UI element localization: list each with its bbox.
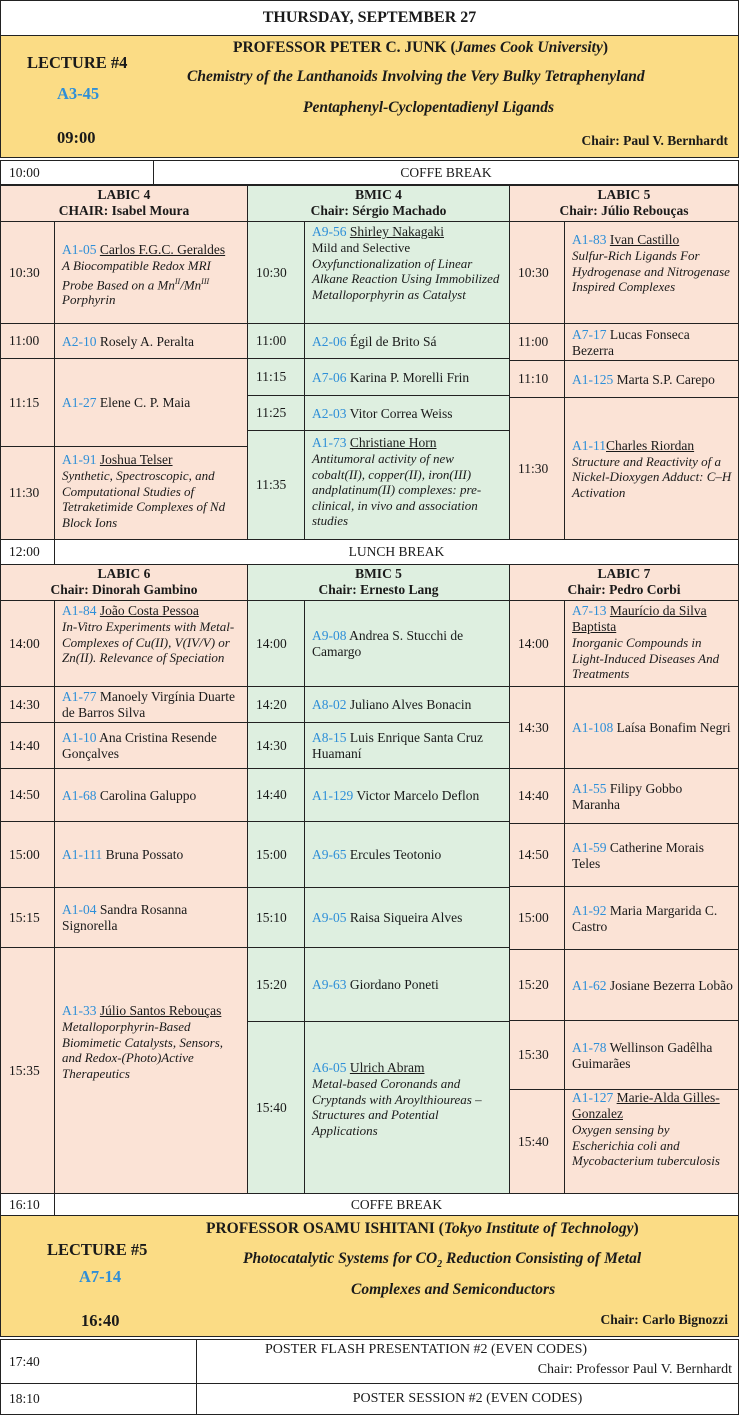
- presentation: A1-83 Ivan Castillo Sulfur-Rich Ligands For Hydrogenase and Nitrogenase Inspired Complexes: [564, 221, 739, 324]
- time-cell: 14:50: [0, 768, 55, 822]
- presentation: A9-08 Andrea S. Stucchi de Camargo: [304, 600, 510, 687]
- time-cell: 11:00: [247, 323, 305, 359]
- presentation: A1-05 Carlos F.G.C. Geraldes A Biocompatible Redox MRI Probe Based on a $Mn^{II}/Mn^{III}$ Porphyrin: [54, 221, 248, 324]
- time-cell: 14:30: [247, 722, 305, 769]
- break-time: 12:00: [0, 539, 55, 565]
- time-cell: 11:30: [509, 397, 565, 540]
- time-cell: 15:30: [509, 1020, 565, 1090]
- presentation: A1-111 Bruna Possato: [54, 821, 248, 888]
- session-header-labic5: LABIC 5 Chair: Júlio Rebouças: [509, 185, 739, 222]
- break-label: LUNCH BREAK: [54, 539, 739, 565]
- time-cell: 11:15: [0, 358, 55, 447]
- session-header-labic7: LABIC 7 Chair: Pedro Corbi: [509, 564, 739, 601]
- time-cell: 10:30: [0, 221, 55, 324]
- lecture-speaker: PROFESSOR PETER C. JUNK (James Cook University): [233, 39, 609, 56]
- lecture-chair: Chair: Paul V. Bernhardt: [581, 133, 728, 148]
- presentation: A7-17 Lucas Fonseca Bezerra: [564, 323, 739, 361]
- presentation: A2-03 Vitor Correa Weiss: [304, 395, 510, 431]
- presentation: A1-125 Marta S.P. Carepo: [564, 360, 739, 398]
- presentation: A1-27 Elene C. P. Maia: [54, 358, 248, 447]
- time-cell: 14:00: [509, 600, 565, 687]
- presentation: A2-10 Rosely A. Peralta: [54, 323, 248, 359]
- time-cell: 11:25: [247, 395, 305, 431]
- presentation: A1-129 Victor Marcelo Deflon: [304, 768, 510, 822]
- lecture-label: LECTURE #5: [47, 1240, 148, 1259]
- time-cell: 11:00: [0, 323, 55, 359]
- time-cell: 15:00: [247, 821, 305, 888]
- time-cell: 14:00: [247, 600, 305, 687]
- break-time: 10:00: [0, 160, 154, 185]
- time-cell: 14:30: [509, 686, 565, 769]
- lecture-speaker: PROFESSOR OSAMU ISHITANI (Tokyo Institute of Technology): [206, 1220, 639, 1237]
- time-cell: 15:15: [0, 887, 55, 948]
- time-cell: 15:00: [509, 886, 565, 950]
- break-label: COFFE BREAK: [54, 1193, 739, 1216]
- lecture-code: A3-45: [57, 84, 100, 103]
- presentation: A8-15 Luis Enrique Santa Cruz Huamaní: [304, 722, 510, 769]
- presentation: A9-56 Shirley Nakagaki Mild and Selective Oxyfunctionalization of Linear Alkane Reaction Using Immobilized Metalloporphyrin as Catalyst: [304, 221, 510, 324]
- presentation: A1-59 Catherine Morais Teles: [564, 823, 739, 887]
- presentation: A1-62 Josiane Bezerra Lobão: [564, 949, 739, 1021]
- time-cell: 15:35: [0, 947, 55, 1194]
- flash-block: [196, 1339, 739, 1384]
- flash-label: POSTER FLASH PRESENTATION #2 (EVEN CODES): [265, 1342, 588, 1357]
- presentation: A6-05 Ulrich Abram Metal-based Coronands and Cryptands with Aroylthioureas – Structures and Potential Applications: [304, 1021, 510, 1194]
- presentation: A9-65 Ercules Teotonio: [304, 821, 510, 888]
- lecture-label: LECTURE #4: [27, 53, 128, 72]
- lecture-code: A7-14: [79, 1267, 122, 1286]
- time-cell: 15:00: [0, 821, 55, 888]
- poster-label: POSTER SESSION #2 (EVEN CODES): [196, 1383, 739, 1415]
- presentation: A1-73 Christiane Horn Antitumoral activity of new cobalt(II), copper(II), iron(III) andplatinum(II) complexes: pre-clinical, in vivo and association studies: [304, 430, 510, 540]
- lecture-title-2: Pentaphenyl-Cyclopentadienyl Ligands: [303, 99, 554, 116]
- presentation: A1-84 João Costa Pessoa In-Vitro Experiments with Metal-Complexes of Cu(II), V(IV/V) or Zn(II). Relevance of Speciation: [54, 600, 248, 687]
- lecture-4-block: [0, 35, 739, 158]
- session-header-bmic4: BMIC 4 Chair: Sérgio Machado: [247, 185, 510, 222]
- time-cell: 10:30: [247, 221, 305, 324]
- time-cell: 11:10: [509, 360, 565, 398]
- lecture-title-2: Complexes and Semiconductors: [351, 1281, 556, 1298]
- lecture-title-1: Chemistry of the Lanthanoids Involving the Very Bulky Tetraphenyland: [187, 68, 645, 85]
- presentation: A1-55 Filipy Gobbo Maranha: [564, 768, 739, 824]
- presentation: A9-63 Giordano Poneti: [304, 947, 510, 1022]
- presentation: A1-92 Maria Margarida C. Castro: [564, 886, 739, 950]
- time-cell: 11:15: [247, 358, 305, 396]
- day-header: THURSDAY, SEPTEMBER 27: [0, 0, 739, 36]
- flash-time: 17:40: [0, 1339, 197, 1384]
- presentation: A9-05 Raisa Siqueira Alves: [304, 887, 510, 948]
- presentation: A1-11Charles Riordan Structure and Reactivity of a Nickel-Dioxygen Adduct: C–H Activation: [564, 397, 739, 540]
- presentation: A2-06 Égil de Brito Sá: [304, 323, 510, 359]
- lecture-5-block: [0, 1215, 739, 1337]
- presentation: A1-68 Carolina Galuppo: [54, 768, 248, 822]
- time-cell: 15:40: [247, 1021, 305, 1194]
- break-time: 16:10: [0, 1193, 55, 1216]
- lecture-title-1: Photocatalytic Systems for $CO_2$ Reduction Consisting of Metal: [243, 1250, 642, 1271]
- session-header-bmic5: BMIC 5 Chair: Ernesto Lang: [247, 564, 510, 601]
- time-cell: 14:20: [247, 686, 305, 723]
- time-cell: 11:00: [509, 323, 565, 361]
- presentation: A1-04 Sandra Rosanna Signorella: [54, 887, 248, 948]
- session-header-labic6: LABIC 6 Chair: Dinorah Gambino: [0, 564, 248, 601]
- time-cell: 15:20: [509, 949, 565, 1021]
- presentation: A7-13 Maurício da Silva Baptista Inorganic Compounds in Light-Induced Diseases And Treatments: [564, 600, 739, 687]
- presentation: A1-127 Marie-Alda Gilles-Gonzalez Oxygen sensing by Escherichia coli and Mycobacterium tuberculosis: [564, 1089, 739, 1194]
- session-header-labic4: LABIC 4 CHAIR: Isabel Moura: [0, 185, 248, 222]
- lecture-chair: Chair: Carlo Bignozzi: [600, 1312, 728, 1327]
- time-cell: 14:50: [509, 823, 565, 887]
- presentation: A1-10 Ana Cristina Resende Gonçalves: [54, 722, 248, 769]
- time-cell: 14:30: [0, 686, 55, 723]
- time-cell: 15:10: [247, 887, 305, 948]
- time-cell: 11:35: [247, 430, 305, 540]
- time-cell: 14:40: [247, 768, 305, 822]
- presentation: A1-108 Laísa Bonafim Negri: [564, 686, 739, 769]
- time-cell: 14:00: [0, 600, 55, 687]
- poster-time: 18:10: [0, 1383, 197, 1415]
- lecture-time: 09:00: [57, 128, 96, 147]
- time-cell: 15:20: [247, 947, 305, 1022]
- presentation: A7-06 Karina P. Morelli Frin: [304, 358, 510, 396]
- presentation: A1-33 Júlio Santos Rebouças Metalloporphyrin-Based Biomimetic Catalysts, Sensors, and Redox-(Photo)Active Therapeutics: [54, 947, 248, 1194]
- time-cell: 14:40: [0, 722, 55, 769]
- presentation: A1-78 Wellinson Gadêlha Guimarães: [564, 1020, 739, 1090]
- flash-chair: Chair: Professor Paul V. Bernhardt: [537, 1362, 732, 1377]
- time-cell: 15:40: [509, 1089, 565, 1194]
- break-label: COFFE BREAK: [153, 160, 739, 185]
- presentation: A8-02 Juliano Alves Bonacin: [304, 686, 510, 723]
- presentation: A1-77 Manoely Virgínia Duarte de Barros Silva: [54, 686, 248, 723]
- lecture-time: 16:40: [81, 1311, 120, 1330]
- presentation: A1-91 Joshua Telser Synthetic, Spectroscopic, and Computational Studies of Tetraketimide Complexes of Nd Block Ions: [54, 446, 248, 540]
- time-cell: 11:30: [0, 446, 55, 540]
- time-cell: 10:30: [509, 221, 565, 324]
- time-cell: 14:40: [509, 768, 565, 824]
